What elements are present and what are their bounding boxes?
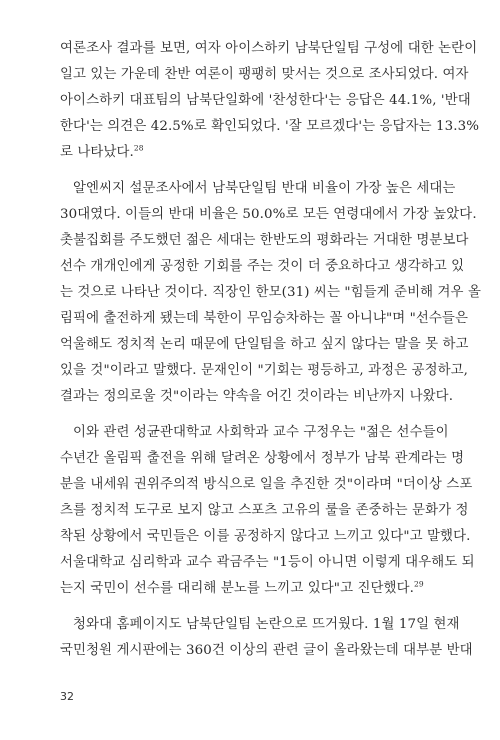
text-line: 수년간 올림픽 출전을 위해 달려온 상황에서 정부가 남북 관계라는 명 bbox=[60, 451, 465, 466]
text-line-content: 는지 국민이 선수를 대리해 분노를 느끼고 있다"고 진단했다. bbox=[60, 581, 414, 596]
paragraph-gap bbox=[60, 410, 438, 420]
text-line bbox=[60, 576, 438, 602]
footnote-marker: 29 bbox=[413, 579, 424, 589]
text-line: 이와 관련 성균관대학교 사회학과 교수 구정우는 "젊은 선수들이 bbox=[73, 425, 449, 440]
text-line-content: 로 나타났다. bbox=[60, 145, 134, 160]
text-line: 서울대학교 심리학과 교수 곽금주는 "1등이 아니면 이렇게 대우해도 되 bbox=[60, 555, 475, 570]
text-line: 30대였다. 이들의 반대 비율은 50.0%로 모든 연령대에서 가장 높았다. bbox=[60, 207, 477, 222]
text-line: 국민청원 게시판에는 360건 이상의 관련 글이 올라왔는데 대부분 반대 bbox=[60, 643, 473, 658]
text-line: 착된 상황에서 국민들은 이를 공정하지 않다고 느끼고 있다"고 말했다. bbox=[60, 529, 471, 544]
paragraph-1 bbox=[60, 36, 480, 166]
text-line: 츠를 정치적 도구로 보지 않고 스포츠 고유의 룰을 존중하는 문화가 정 bbox=[60, 503, 469, 518]
text-line: 분을 내세워 권위주의적 방식으로 일을 추진한 것"이라며 "더이상 스포 bbox=[60, 477, 473, 492]
text-line: 청와대 홈페이지도 남북단일팀 논란으로 뜨거웠다. 1월 17일 현재 bbox=[73, 617, 460, 632]
footnote-marker: 28 bbox=[133, 143, 144, 153]
page-number: 32 bbox=[60, 690, 74, 703]
text-line: 한다'는 의견은 42.5%로 확인되었다. '잘 모르겠다'는 응답자는 13.3% bbox=[60, 119, 480, 134]
text-line: 결과는 정의로울 것"이라는 약속을 어긴 것이라는 비난까지 나왔다. bbox=[60, 389, 454, 404]
text-line: 림픽에 출전하게 됐는데 북한이 무임승차하는 꼴 아니냐"며 "선수들은 bbox=[60, 311, 469, 326]
text-line: 선수 개개인에게 공정한 기회를 주는 것이 더 중요하다고 생각하고 있 bbox=[60, 259, 465, 274]
text-line: 여론조사 결과를 보면, 여자 아이스하키 남북단일팀 구성에 대한 논란이 bbox=[60, 41, 478, 56]
body-text bbox=[60, 36, 481, 664]
text-line: 는 것으로 나타난 것이다. 직장인 한모(31) 씨는 "힘들게 준비해 겨우 올 bbox=[60, 285, 481, 300]
text-line: 아이스하키 대표팀의 남북단일화에 '찬성한다'는 응답은 44.1%, '반대 bbox=[60, 93, 471, 108]
paragraph-4 bbox=[60, 612, 473, 664]
paragraph-gap bbox=[60, 602, 438, 612]
text-line: 억울해도 정치적 논리 때문에 단일팀을 하고 싶지 않다는 말을 못 하고 bbox=[60, 337, 469, 352]
paragraph-gap bbox=[60, 166, 438, 176]
text-line: 촛불집회를 주도했던 젊은 세대는 한반도의 평화라는 거대한 명분보다 bbox=[60, 233, 469, 248]
text-line: 일고 있는 가운데 찬반 여론이 팽팽히 맞서는 것으로 조사되었다. 여자 bbox=[60, 67, 469, 82]
text-line: 알엔씨지 설문조사에서 남북단일팀 반대 비율이 가장 높은 세대는 bbox=[73, 181, 456, 196]
paragraph-3 bbox=[60, 420, 475, 602]
paragraph-2 bbox=[60, 176, 481, 410]
text-line: 있을 것"이라고 말했다. 문재인이 "기회는 평등하고, 과정은 공정하고, bbox=[60, 363, 469, 378]
text-line bbox=[60, 140, 438, 166]
